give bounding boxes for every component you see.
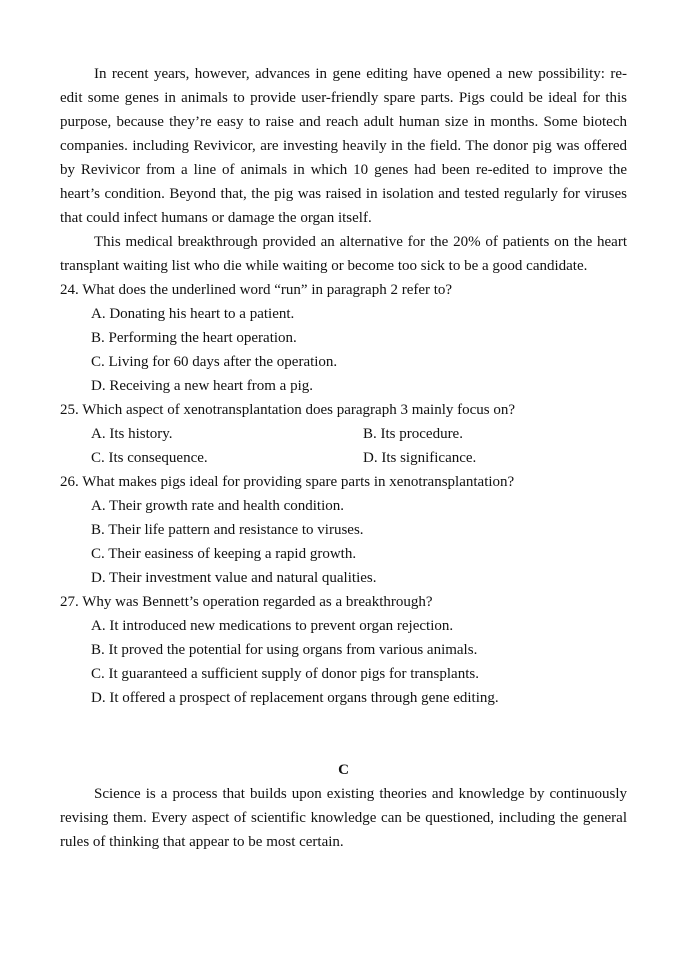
question-block-26 xyxy=(60,470,627,590)
question-27 xyxy=(60,590,627,614)
option-b: B. It proved the potential for using organs from various animals. xyxy=(91,642,478,658)
question-number: 27. xyxy=(60,594,79,610)
passage-b-paragraph: This medical breakthrough provided an alternative for the 20% of patients on the heart transplant waiting list who die while waiting or become too sick to be a good candidate. xyxy=(60,234,627,274)
question-text: What does the underlined word “run” in paragraph 2 refer to? xyxy=(82,282,453,298)
option-b: B. Its procedure. xyxy=(363,426,463,442)
question-number: 26. xyxy=(60,474,79,490)
question-text: Why was Bennett’s operation regarded as a breakthrough? xyxy=(82,594,433,610)
option-b: B. Their life pattern and resistance to viruses. xyxy=(91,522,364,538)
options-grid xyxy=(60,422,627,470)
question-25 xyxy=(60,398,627,422)
option-a: A. Donating his heart to a patient. xyxy=(91,306,295,322)
option-d: D. Its significance. xyxy=(363,450,477,466)
question-26 xyxy=(60,470,627,494)
passage-c-paragraph: Science is a process that builds upon existing theories and knowledge by continuously revising them. Every aspect of scientific knowledge can be questioned, including the general rules of thinking that appear to be most certain. xyxy=(60,786,627,850)
passage-b-paragraph: In recent years, however, advances in gene editing have opened a new possibility: re-edit some genes in animals to provide user-friendly spare parts. Pigs could be ideal for this purpose, because they’re easy to raise and reach adult human size in months. Some biotech companies. including Revivicor, are investing heavily in the field. The donor pig was offered by Revivicor from a line of animals in which 10 genes had been re-edited to improve the heart’s condition. Beyond that, the pig was raised in isolation and tested regularly for viruses that could infect humans or damage the organ itself. xyxy=(60,66,627,226)
option-c: C. Its consequence. xyxy=(91,450,208,466)
option-a: A. Its history. xyxy=(91,426,173,442)
option-d: D. Receiving a new heart from a pig. xyxy=(91,378,314,394)
option-c: C. Their easiness of keeping a rapid growth. xyxy=(91,546,357,562)
option-c: C. It guaranteed a sufficient supply of donor pigs for transplants. xyxy=(91,666,479,682)
question-text: Which aspect of xenotransplantation does paragraph 3 mainly focus on? xyxy=(82,402,516,418)
option-a: A. Their growth rate and health condition. xyxy=(91,498,344,514)
question-block-27 xyxy=(60,590,627,710)
question-number: 25. xyxy=(60,402,79,418)
question-number: 24. xyxy=(60,282,79,298)
option-a: A. It introduced new medications to prevent organ rejection. xyxy=(91,618,454,634)
option-d: D. Their investment value and natural qualities. xyxy=(91,570,377,586)
question-block-24 xyxy=(60,278,627,398)
document-page xyxy=(60,62,627,854)
question-block-25 xyxy=(60,398,627,470)
option-b: B. Performing the heart operation. xyxy=(91,330,297,346)
option-d: D. It offered a prospect of replacement organs through gene editing. xyxy=(91,690,499,706)
section-heading-c: C xyxy=(338,762,349,778)
question-text: What makes pigs ideal for providing spare parts in xenotransplantation? xyxy=(82,474,515,490)
option-c: C. Living for 60 days after the operation. xyxy=(91,354,338,370)
question-24 xyxy=(60,278,627,302)
